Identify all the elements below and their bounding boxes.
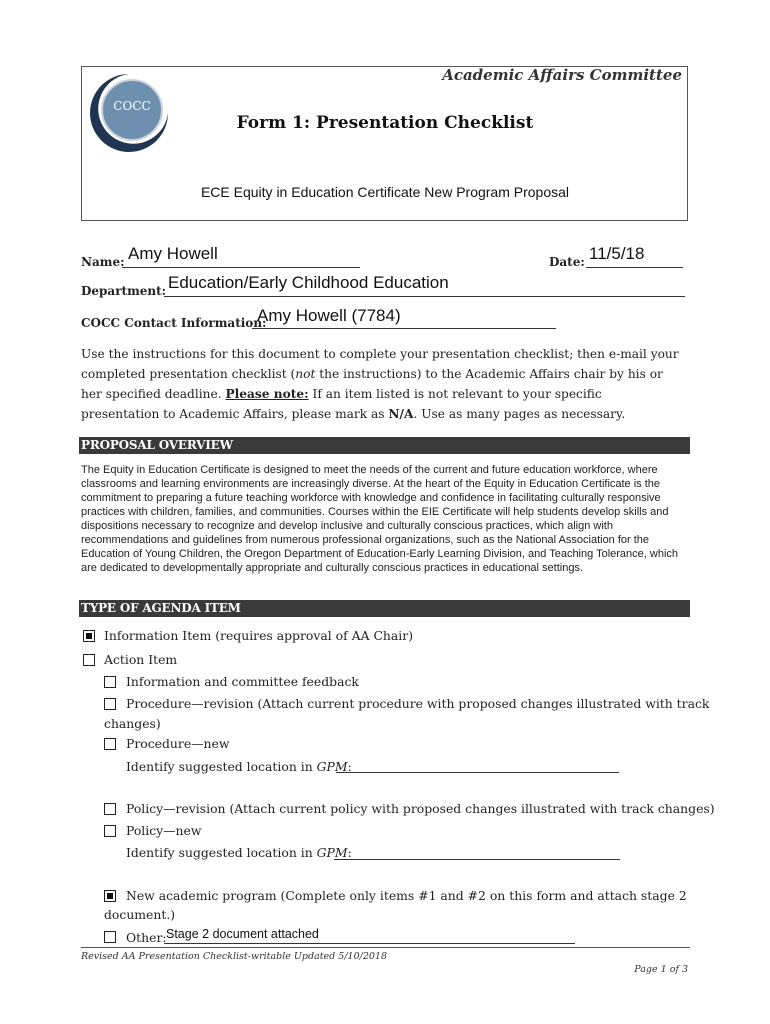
form-title: Form 1: Presentation Checklist (236, 113, 534, 133)
please-note: Please note: (225, 387, 309, 401)
other-checkbox[interactable] (104, 931, 116, 943)
gpm-location-field-2[interactable] (334, 859, 620, 860)
procedure-revision-label-cont: changes) (104, 716, 161, 731)
gpm-location-field-1[interactable] (336, 772, 619, 773)
department-field[interactable]: Education/Early Childhood Education (168, 273, 449, 292)
date-label: Date: (549, 255, 585, 269)
proposal-title: ECE Equity in Education Certificate New Program Proposal (200, 184, 570, 200)
gpm-location-label-2: Identify suggested location in GPM: (126, 845, 352, 860)
new-program-checkbox[interactable] (104, 890, 116, 902)
policy-revision-checkbox[interactable] (104, 803, 116, 815)
info-feedback-label: Information and committee feedback (126, 674, 359, 689)
procedure-new-label: Procedure—new (126, 736, 230, 751)
footer-revision-note: Revised AA Presentation Checklist-writable Updated 5/10/2018 (81, 951, 387, 962)
procedure-new-checkbox[interactable] (104, 738, 116, 750)
information-item-label: Information Item (requires approval of AA Chair) (104, 628, 414, 643)
footer-divider (81, 947, 690, 948)
page-number: Page 1 of 3 (634, 964, 688, 975)
date-line (586, 267, 683, 268)
gpm-location-label-1: Identify suggested location in GPM: (126, 759, 352, 774)
proposal-overview-text: The Equity in Education Certificate is designed to meet the needs of the current and future education workforce, where classrooms and learning environments are increasingly diverse. At the heart of the Equity in Education Certificate is the commitment to preparing a future teaching workforce with knowledge and confidence in facilitating culturally responsive practices with children, families, and communities. Courses within the EIE Certificate will help students develop skills and dispositions necessary to recognize and develop inclusive and culturally conscious practices, which align with recommendations and guidelines from numerous professional organizations, such as the National Association for the Education of Young Children, the Oregon Department of Education-Early Learning Division, and Teaching Tolerance, which are dedicated to developmentally appropriate and culturally conscious practices in educational settings. (81, 464, 679, 574)
department-line (164, 296, 685, 297)
other-field[interactable]: Stage 2 document attached (166, 927, 319, 941)
date-field[interactable]: 11/5/18 (589, 244, 645, 263)
other-line (164, 943, 575, 944)
information-item-checkbox[interactable] (83, 630, 95, 642)
name-label: Name: (81, 255, 125, 269)
policy-new-label: Policy—new (126, 823, 202, 838)
department-label: Department: (81, 284, 167, 298)
proposal-overview-heading: PROPOSAL OVERVIEW (79, 437, 690, 454)
procedure-revision-label: Procedure—revision (Attach current procedure with proposed changes illustrated with track (126, 696, 710, 711)
agenda-type-heading: TYPE OF AGENDA ITEM (79, 600, 690, 617)
new-program-label: New academic program (Complete only items #1 and #2 on this form and attach stage 2 (126, 888, 687, 903)
info-feedback-checkbox[interactable] (104, 676, 116, 688)
name-field[interactable]: Amy Howell (128, 244, 218, 263)
new-program-label-cont: document.) (104, 907, 176, 922)
logo-text: COCC (113, 99, 151, 113)
procedure-revision-checkbox[interactable] (104, 698, 116, 710)
action-item-label: Action Item (104, 652, 178, 667)
contact-field[interactable]: Amy Howell (7784) (257, 306, 401, 325)
name-line (122, 267, 360, 268)
other-label: Other: (126, 930, 167, 945)
policy-new-checkbox[interactable] (104, 825, 116, 837)
committee-name: Academic Affairs Committee (442, 66, 682, 84)
contact-line (252, 328, 556, 329)
policy-revision-label: Policy—revision (Attach current policy with proposed changes illustrated with track changes) (126, 801, 715, 816)
contact-label: COCC Contact Information: (81, 316, 267, 330)
instructions-paragraph: Use the instructions for this document to complete your presentation checklist; then e-mail your completed presentation checklist (not the instructions) to the Academic Affairs chair by his or her specified deadline. Please note: If an item listed is not relevant to your specific presentation to Academic Affairs, please mark as N/A. Use as many pages as necessary. (81, 347, 679, 421)
action-item-checkbox[interactable] (83, 654, 95, 666)
